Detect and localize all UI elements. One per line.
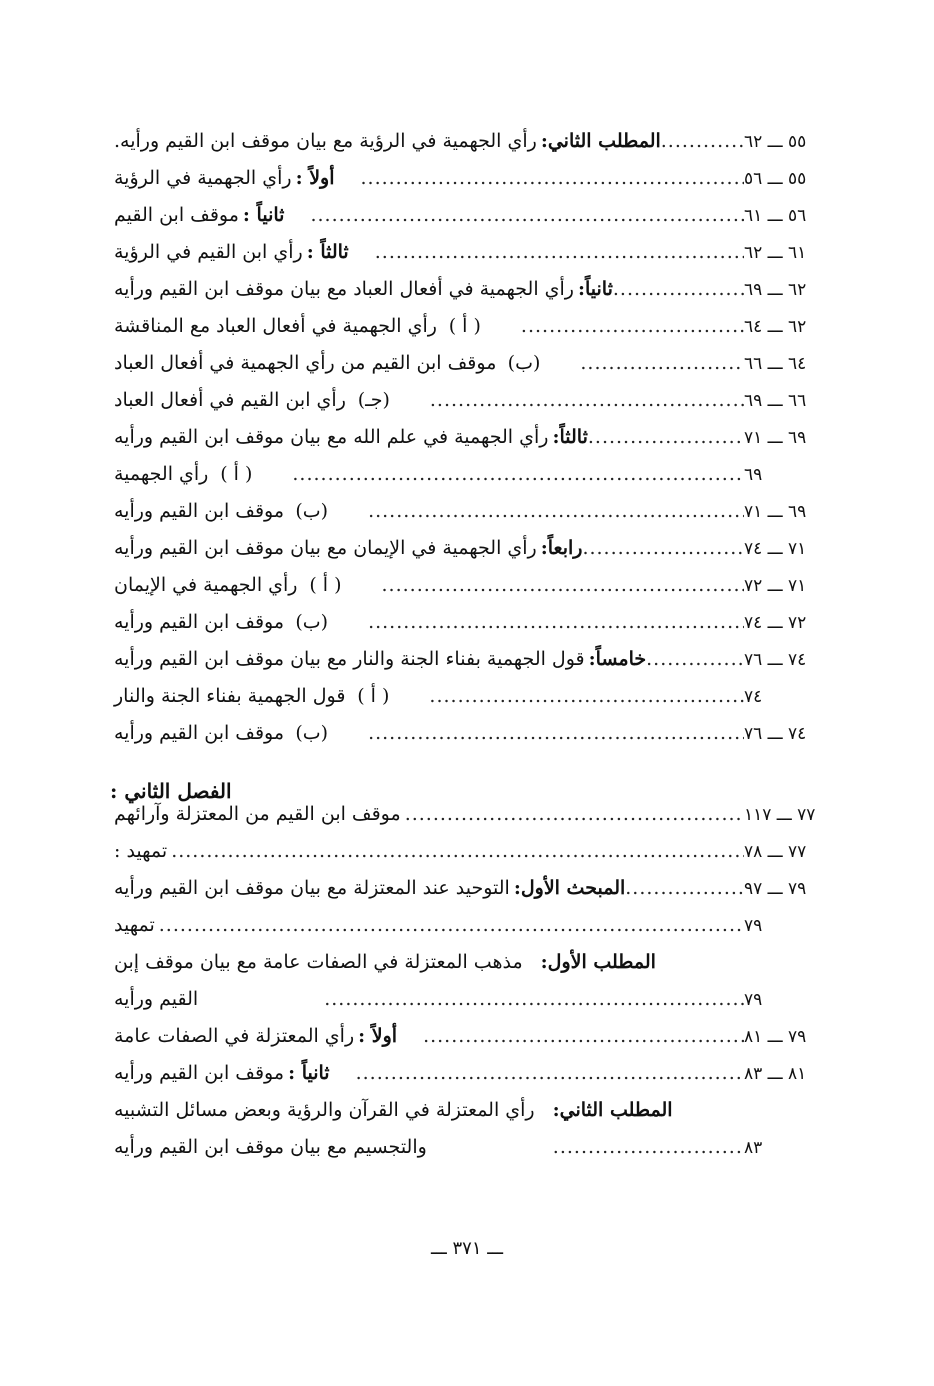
entry-text: رأي ابن القيم في أفعال العباد — [114, 389, 346, 411]
leader-dots — [356, 1062, 744, 1084]
entry-second-line — [110, 988, 864, 1025]
entry-title — [110, 685, 429, 707]
entry-title — [110, 722, 368, 744]
entry-label: أولاً : — [295, 167, 335, 189]
leader-dots — [159, 914, 744, 936]
leader-dots — [430, 389, 744, 411]
entry-label: ( أ ) — [357, 685, 390, 707]
page-number: ـــ ٣٧١ ـــ — [430, 1238, 504, 1259]
entry-text: مذهب المعتزلة في الصفات عامة مع بيان موقف إبن — [114, 951, 523, 973]
entry-title — [110, 1062, 356, 1084]
entry-text-continued: القيم ورأيه — [114, 988, 199, 1010]
toc-entry — [110, 204, 864, 241]
toc-entry — [110, 1062, 864, 1099]
page-range: ٨١ ـــ ٨٣ — [744, 1064, 807, 1084]
leader-dots — [625, 877, 744, 899]
page-range: ٧٤ ـــ ٧٦ — [744, 650, 807, 670]
entry-text: موقف ابن القيم — [114, 204, 239, 226]
toc-entry — [110, 463, 864, 500]
entry-title — [110, 389, 430, 411]
leader-dots — [613, 278, 744, 300]
entry-title — [110, 840, 171, 862]
page-range: ٦٢ ـــ ٦٤ — [744, 317, 807, 337]
toc-entry — [110, 914, 864, 951]
toc-entry — [110, 803, 864, 840]
entry-text: رأي الجهمية في الرؤية — [114, 167, 292, 189]
leader-dots — [171, 840, 744, 862]
leader-dots — [292, 463, 744, 485]
page-range: ٧٧ ـــ ١١٧ — [744, 805, 816, 825]
entry-text: تمهيد — [114, 914, 155, 936]
entry-text: رأي الجهمية في الإيمان مع بيان موقف ابن القيم ورأيه — [114, 537, 537, 559]
page-range: ٧٢ ـــ ٧٤ — [744, 613, 807, 633]
entry-text: موقف ابن القيم ورأيه — [114, 1062, 285, 1084]
table-of-contents — [110, 130, 864, 1173]
entry-title — [110, 1025, 423, 1047]
entry-label: ( أ ) — [448, 315, 481, 337]
toc-entry — [110, 352, 864, 389]
entry-text: رأي ابن القيم في الرؤية — [114, 241, 303, 263]
leader-dots — [661, 130, 744, 152]
page-range: ٦٩ ـــ ٧١ — [744, 428, 807, 448]
entry-label: رابعاً: — [540, 537, 583, 559]
entry-text: رأي الجهمية في الإيمان — [114, 574, 298, 596]
entry-title — [110, 500, 368, 522]
toc-entry — [110, 877, 864, 914]
entry-text: رأي الجهمية في أفعال العباد مع بيان موقف ابن القيم ورأيه — [114, 278, 574, 300]
entry-text: موقف ابن القيم من المعتزلة وآرائهم — [114, 803, 401, 825]
entry-first-line — [110, 951, 864, 988]
entry-text: قول الجهمية بفناء الجنة والنار — [114, 685, 346, 707]
page-range: ٧٩ ـــ ٨١ — [744, 1027, 807, 1047]
entry-label: (ب) — [507, 352, 541, 374]
entry-text: موقف ابن القيم من رأي الجهمية في أفعال العباد — [114, 352, 497, 374]
page-range: ٧١ ـــ ٧٤ — [744, 539, 807, 559]
leader-dots — [521, 315, 744, 337]
page-range: ٦٩ — [744, 465, 763, 485]
toc-entry — [110, 278, 864, 315]
entry-first-line — [110, 1099, 864, 1136]
page-range: ٦٢ ـــ ٦٩ — [744, 280, 807, 300]
leader-dots — [360, 167, 744, 189]
entry-text: قول الجهمية بفناء الجنة والنار مع بيان موقف ابن القيم ورأيه — [114, 648, 585, 670]
toc-entry — [110, 1025, 864, 1062]
entry-text-continued: والتجسيم مع بيان موقف ابن القيم ورأيه — [114, 1136, 427, 1158]
entry-title — [110, 241, 375, 263]
entry-title — [110, 426, 588, 448]
toc-entry — [110, 722, 864, 759]
leader-dots — [429, 685, 744, 707]
entry-label: (جـ) — [357, 389, 390, 411]
entry-text: موقف ابن القيم ورأيه — [114, 611, 285, 633]
page-range: ٦٤ ـــ ٦٦ — [744, 354, 807, 374]
toc-entry — [110, 315, 864, 352]
entry-text: التوحيد عند المعتزلة مع بيان موقف ابن القيم ورأيه — [114, 877, 510, 899]
entry-label: ثالثاً : — [306, 241, 349, 263]
leader-dots — [646, 648, 744, 670]
toc-entry — [110, 130, 864, 167]
leader-dots — [582, 537, 744, 559]
entry-title — [110, 537, 582, 559]
entry-label: خامساً: — [588, 648, 647, 670]
page-range: ٧٤ ـــ ٧٦ — [744, 724, 807, 744]
page-range: ٧٧ ـــ ٧٨ — [744, 842, 807, 862]
entry-label: المطلب الأول: — [540, 951, 656, 973]
toc-entry-multiline — [110, 1099, 864, 1173]
entry-second-line — [110, 1136, 864, 1173]
toc-entry — [110, 685, 864, 722]
entry-title — [110, 574, 382, 596]
entry-text: رأي المعتزلة في الصفات عامة — [114, 1025, 355, 1047]
toc-entry — [110, 537, 864, 574]
entry-label: (ب) — [295, 722, 329, 744]
toc-entry — [110, 426, 864, 463]
entry-label: ثانياً : — [288, 1062, 330, 1084]
entry-text: رأي المعتزلة في القرآن والرؤية وبعض مسائل التشبيه — [114, 1099, 535, 1121]
page-range: ٦٩ ـــ ٧١ — [744, 502, 807, 522]
leader-dots — [324, 988, 744, 1010]
page-range: ٦٦ ـــ ٦٩ — [744, 391, 807, 411]
toc-entry — [110, 611, 864, 648]
entry-title — [110, 130, 661, 152]
leader-dots — [368, 500, 744, 522]
entry-label: ثالثاً: — [552, 426, 588, 448]
leader-dots — [382, 574, 745, 596]
leader-dots — [310, 204, 744, 226]
entry-title — [110, 877, 625, 899]
entry-label: ثانياً: — [577, 278, 613, 300]
toc-entry — [110, 574, 864, 611]
entry-label: (ب) — [295, 500, 329, 522]
toc-entry — [110, 167, 864, 204]
entry-title — [110, 315, 521, 337]
page-range: ٧٩ — [744, 916, 763, 936]
entry-title — [110, 167, 360, 189]
entry-text: رأي الجهمية في أفعال العباد مع المناقشة — [114, 315, 437, 337]
leader-dots — [368, 611, 744, 633]
entry-title — [110, 278, 613, 300]
entry-label: المطلب الثاني: — [540, 130, 661, 152]
toc-entry — [110, 241, 864, 278]
entry-label: ( أ ) — [309, 574, 342, 596]
entry-text: رأي الجهمية في علم الله مع بيان موقف ابن القيم ورأيه — [114, 426, 549, 448]
page-range: ٧٩ — [744, 990, 763, 1010]
page-range: ٧١ ـــ ٧٢ — [744, 576, 807, 596]
entry-label: ( أ ) — [220, 463, 253, 485]
entry-label: أولاً : — [358, 1025, 398, 1047]
entry-text: تمهيد : — [114, 840, 168, 862]
entry-title — [110, 463, 292, 485]
entry-text: موقف ابن القيم ورأيه — [114, 500, 285, 522]
entry-text: رأي الجهمية — [114, 463, 209, 485]
entry-title — [110, 914, 159, 936]
page-range: ٨٣ — [744, 1138, 763, 1158]
page-range: ٥٦ ـــ ٦١ — [744, 206, 807, 226]
page-range: ٦١ ـــ ٦٢ — [744, 243, 807, 263]
toc-entry — [110, 389, 864, 426]
entry-text: موقف ابن القيم ورأيه — [114, 722, 285, 744]
page-range: ٧٩ ـــ ٩٧ — [744, 879, 807, 899]
entry-label: المبحث الأول: — [513, 877, 626, 899]
entry-label: المطلب الثاني: — [552, 1099, 673, 1121]
leader-dots — [405, 803, 744, 825]
entry-label: (ب) — [295, 611, 329, 633]
toc-entry — [110, 500, 864, 537]
chapter-heading-text: الفصل الثاني : — [110, 779, 232, 803]
entry-label: ثانياً : — [242, 204, 285, 226]
page-range: ٥٥ ـــ ٦٢ — [744, 132, 807, 152]
leader-dots — [375, 241, 744, 263]
leader-dots — [368, 722, 744, 744]
page-range: ٧٤ — [744, 687, 763, 707]
entry-title — [110, 648, 646, 670]
entry-text: رأي الجهمية في الرؤية مع بيان موقف ابن القيم ورأيه. — [114, 130, 537, 152]
toc-entry — [110, 648, 864, 685]
leader-dots — [580, 352, 744, 374]
leader-dots — [588, 426, 744, 448]
leader-dots — [423, 1025, 744, 1047]
leader-dots — [553, 1136, 744, 1158]
entry-title — [110, 352, 580, 374]
page-range: ٥٥ ـــ ٥٦ — [744, 169, 807, 189]
entry-title — [110, 611, 368, 633]
entry-title — [110, 803, 405, 825]
toc-entry-multiline — [110, 951, 864, 1025]
chapter-heading — [110, 759, 864, 803]
entry-title — [110, 204, 310, 226]
toc-entry — [110, 840, 864, 877]
